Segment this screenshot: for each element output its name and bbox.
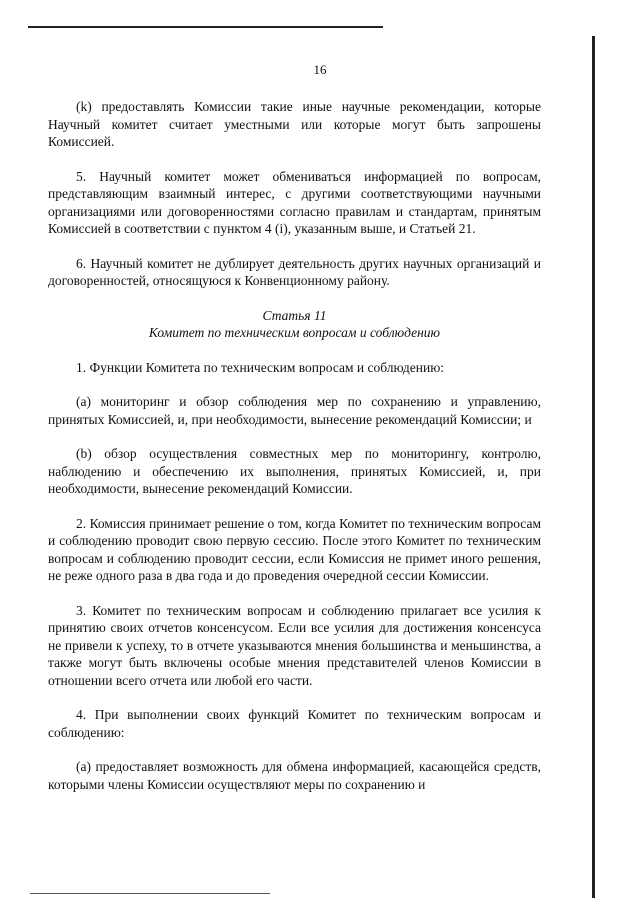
paragraph-5: 5. Научный комитет может обмениваться информацией по вопросам, представляющим взаимный интерес, с другими соответствующими научными организациями или договоренностями согласно правилам и стандартам, принятым Комиссией в соответствии с пунктом 4 (i), указанным выше, и Статьей 21. bbox=[48, 168, 541, 236]
paragraph-1a: (a) мониторинг и обзор соблюдения мер по сохранению и управлению, принятых Комиссией, и, при необходимости, вынесение рекомендаций Комиссии; и bbox=[48, 394, 541, 427]
page-number: 16 bbox=[313, 62, 327, 77]
scan-bottom-border bbox=[30, 893, 270, 894]
paragraph-2: 2. Комиссия принимает решение о том, когда Комитет по техническим вопросам и соблюдению проводит свою первую сессию. После этого Комитет по техническим вопросам и соблюдению проводит сессии, если Комиссия не примет иного решения, не реже одного раза в два года и до проведения очередной сессии Комиссии. bbox=[48, 515, 541, 583]
paragraph-1: 1. Функции Комитета по техническим вопросам и соблюдению: bbox=[76, 359, 445, 375]
paragraph-3: 3. Комитет по техническим вопросам и соблюдению прилагает все усилия к принятию своих отчетов консенсусом. Если все усилия для достижения консенсуса не привели к успеху, то в отчете указываются мнения большинства и меньшинства, а также могут быть включены особые мнения представителей членов Комиссии в отношении всего отчета или любой его части. bbox=[48, 602, 541, 688]
paragraph-4: 4. При выполнении своих функций Комитет по техническим вопросам и соблюдению: bbox=[48, 707, 541, 740]
document-body bbox=[48, 98, 541, 810]
scan-right-border bbox=[592, 36, 595, 898]
paragraph-1b: (b) обзор осуществления совместных мер по мониторингу, контролю, наблюдению и обеспечению их выполнения, принятых Комиссией, и, при необходимости, вынесение рекомендаций Комиссии. bbox=[48, 446, 541, 496]
paragraph-k: (k) предоставлять Комиссии такие иные научные рекомендации, которые Научный комитет считает уместными или которые могут быть запрошены Комиссией. bbox=[48, 99, 541, 149]
article-subtitle: Комитет по техническим вопросам и соблюдению bbox=[148, 325, 441, 340]
scan-top-border bbox=[28, 26, 383, 28]
article-title: Статья 11 bbox=[262, 307, 327, 323]
paragraph-6: 6. Научный комитет не дублирует деятельность других научных организаций и договоренностей, относящуюся к Конвенционному району. bbox=[48, 255, 541, 288]
paragraph-4a: (a) предоставляет возможность для обмена информацией, касающейся средств, которыми члены Комиссии осуществляют меры по сохранению и bbox=[48, 759, 541, 792]
